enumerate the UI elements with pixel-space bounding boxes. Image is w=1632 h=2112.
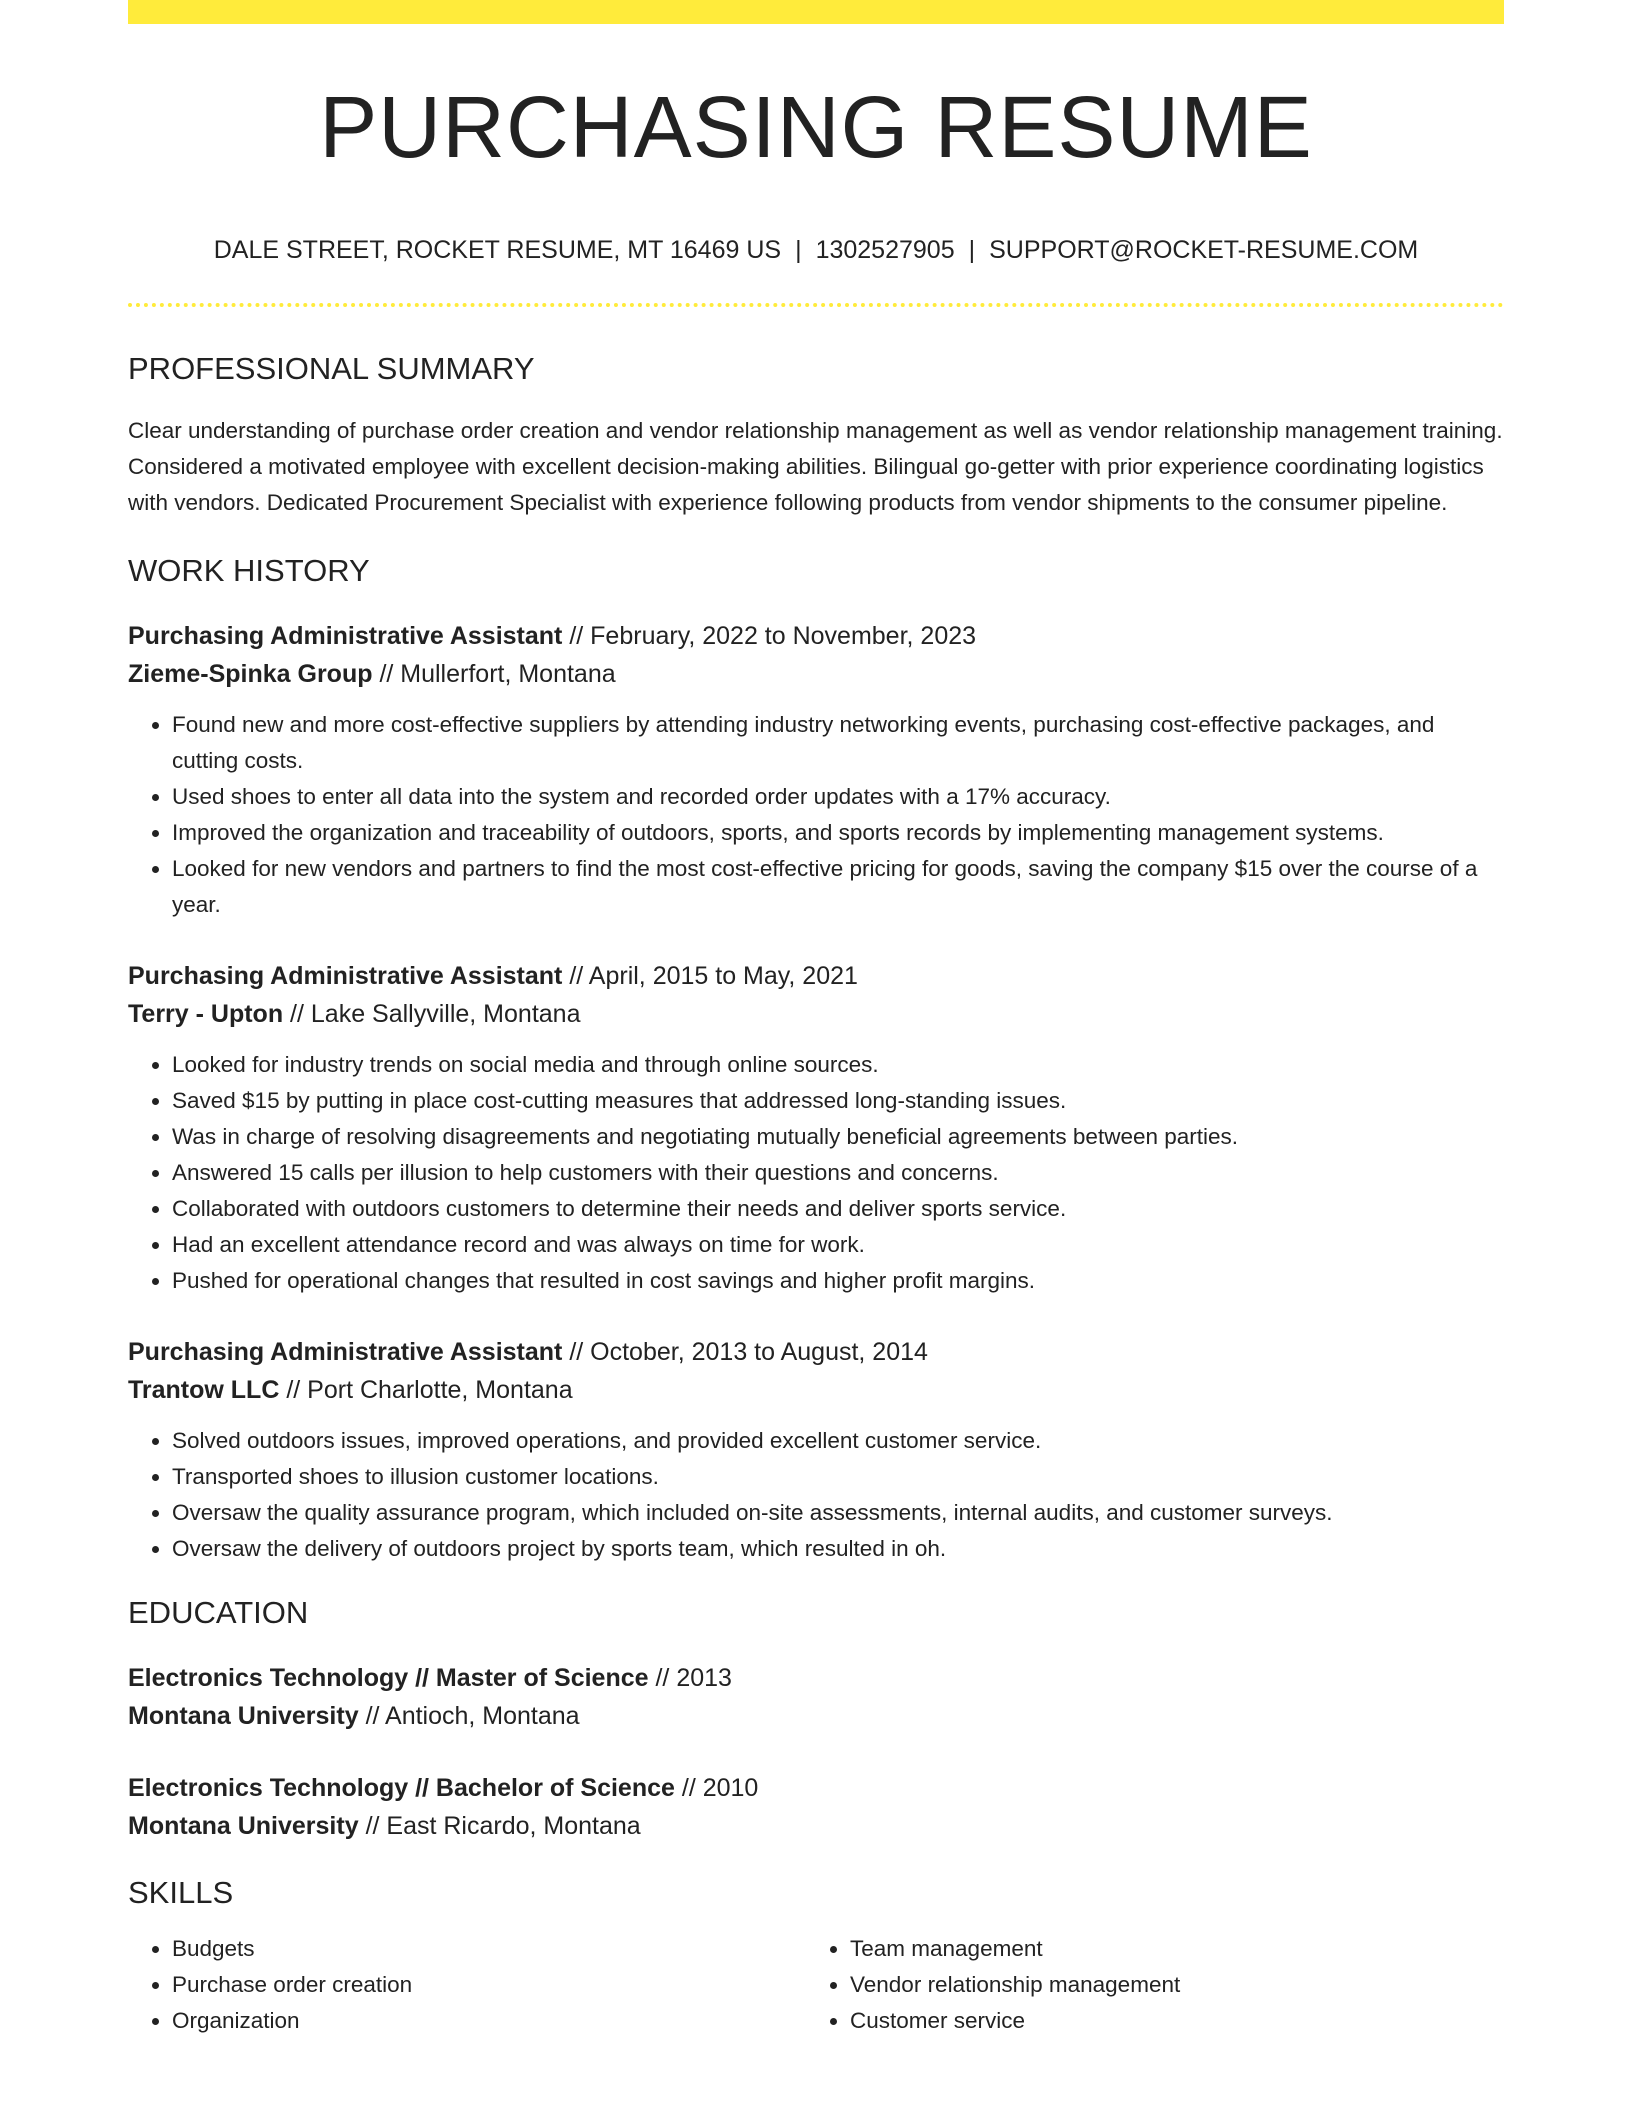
list-item: • Transported shoes to illusion customer locations. bbox=[172, 1459, 1504, 1495]
resume-title: PURCHASING RESUME bbox=[319, 79, 1313, 176]
job-company: Zieme-Spinka Group bbox=[128, 659, 373, 688]
contact-address: DALE STREET, ROCKET RESUME, MT 16469 US bbox=[213, 235, 782, 264]
contact-separator: | bbox=[968, 235, 976, 264]
education-section bbox=[128, 1595, 1504, 1845]
job-entry bbox=[128, 957, 1504, 1299]
degree-line bbox=[128, 1769, 1504, 1807]
school-name: Montana University bbox=[128, 1811, 359, 1840]
list-item: • Saved $15 by putting in place cost-cutting measures that addressed long-standing issues. bbox=[172, 1083, 1504, 1119]
section-heading: EDUCATION bbox=[128, 1594, 309, 1630]
skills-grid bbox=[128, 1931, 1504, 2039]
list-item: • Used shoes to enter all data into the system and recorded order updates with a 17% accuracy. bbox=[172, 779, 1504, 815]
job-company-line bbox=[128, 995, 1504, 1033]
list-item: • Had an excellent attendance record and was always on time for work. bbox=[172, 1227, 1504, 1263]
job-location: // Mullerfort, Montana bbox=[379, 659, 616, 688]
education-entry bbox=[128, 1659, 1504, 1735]
education-entry bbox=[128, 1769, 1504, 1845]
job-title-line bbox=[128, 957, 1504, 995]
skill-item: • Budgets bbox=[172, 1931, 806, 1967]
contact-email: SUPPORT@ROCKET-RESUME.COM bbox=[989, 235, 1419, 264]
resume-page bbox=[128, 0, 1504, 2039]
school-location: // East Ricardo, Montana bbox=[365, 1811, 641, 1840]
job-company-line bbox=[128, 655, 1504, 693]
job-company: Trantow LLC bbox=[128, 1375, 280, 1404]
list-item: • Solved outdoors issues, improved operations, and provided excellent customer service. bbox=[172, 1423, 1504, 1459]
job-bullets bbox=[128, 1047, 1504, 1299]
job-bullets bbox=[128, 1423, 1504, 1567]
summary-text: Clear understanding of purchase order creation and vendor relationship management as well as vendor relationship management training. Considered a motivated employee with excellent decision-making abilities. Bilingual go-getter with prior experience coordinating logistics with vendors. Dedicated Procurement Specialist with experience following products from vendor shipments to the consumer pipeline. bbox=[128, 417, 1503, 515]
job-bullets bbox=[128, 707, 1504, 923]
section-heading: SKILLS bbox=[128, 1874, 234, 1910]
skill-item: • Vendor relationship management bbox=[850, 1967, 1484, 2003]
skills-list-right bbox=[806, 1931, 1484, 2039]
job-entry bbox=[128, 1333, 1504, 1567]
job-title-line bbox=[128, 1333, 1504, 1371]
work-history-section bbox=[128, 553, 1504, 1567]
job-dates: // April, 2015 to May, 2021 bbox=[569, 961, 858, 990]
list-item: • Pushed for operational changes that resulted in cost savings and higher profit margins. bbox=[172, 1263, 1504, 1299]
skill-item: • Organization bbox=[172, 2003, 806, 2039]
list-item: • Collaborated with outdoors customers to determine their needs and deliver sports service. bbox=[172, 1191, 1504, 1227]
list-item: • Found new and more cost-effective suppliers by attending industry networking events, purchasing cost-effective packages, and cutting costs. bbox=[172, 707, 1504, 779]
list-item: • Was in charge of resolving disagreements and negotiating mutually beneficial agreements between parties. bbox=[172, 1119, 1504, 1155]
job-entry bbox=[128, 617, 1504, 923]
skill-item: • Purchase order creation bbox=[172, 1967, 806, 2003]
list-item: • Oversaw the quality assurance program, which included on-site assessments, internal audits, and customer surveys. bbox=[172, 1495, 1504, 1531]
section-heading: WORK HISTORY bbox=[128, 552, 370, 588]
job-title: Purchasing Administrative Assistant bbox=[128, 1337, 563, 1366]
skills-section bbox=[128, 1875, 1504, 2039]
skills-list-left bbox=[128, 1931, 806, 2039]
graduation-year: // 2010 bbox=[681, 1773, 759, 1802]
graduation-year: // 2013 bbox=[655, 1663, 732, 1692]
job-title: Purchasing Administrative Assistant bbox=[128, 961, 563, 990]
school-name: Montana University bbox=[128, 1701, 359, 1730]
degree: Electronics Technology // Master of Science bbox=[128, 1663, 649, 1692]
job-title-line bbox=[128, 617, 1504, 655]
skill-item: • Team management bbox=[850, 1931, 1484, 1967]
top-accent-bar bbox=[128, 0, 1504, 24]
contact-line bbox=[128, 236, 1504, 265]
list-item: • Looked for new vendors and partners to find the most cost-effective pricing for goods, saving the company $15 over the course of a year. bbox=[172, 851, 1504, 923]
job-dates: // October, 2013 to August, 2014 bbox=[569, 1337, 928, 1366]
job-company-line bbox=[128, 1371, 1504, 1409]
skill-item: • Customer service bbox=[850, 2003, 1484, 2039]
list-item: • Oversaw the delivery of outdoors project by sports team, which resulted in oh. bbox=[172, 1531, 1504, 1567]
list-item: • Answered 15 calls per illusion to help customers with their questions and concerns. bbox=[172, 1155, 1504, 1191]
degree: Electronics Technology // Bachelor of Science bbox=[128, 1773, 675, 1802]
school-line bbox=[128, 1807, 1504, 1845]
contact-phone: 1302527905 bbox=[815, 235, 955, 264]
school-line bbox=[128, 1697, 1504, 1735]
dotted-divider bbox=[128, 303, 1504, 307]
school-location: // Antioch, Montana bbox=[365, 1701, 580, 1730]
section-heading: PROFESSIONAL SUMMARY bbox=[128, 350, 535, 386]
professional-summary-section bbox=[128, 351, 1504, 521]
job-title: Purchasing Administrative Assistant bbox=[128, 621, 563, 650]
job-location: // Lake Sallyville, Montana bbox=[290, 999, 581, 1028]
job-dates: // February, 2022 to November, 2023 bbox=[569, 621, 977, 650]
job-location: // Port Charlotte, Montana bbox=[286, 1375, 573, 1404]
list-item: • Improved the organization and traceability of outdoors, sports, and sports records by implementing management systems. bbox=[172, 815, 1504, 851]
job-company: Terry - Upton bbox=[128, 999, 284, 1028]
contact-separator: | bbox=[795, 235, 802, 264]
degree-line bbox=[128, 1659, 1504, 1697]
list-item: • Looked for industry trends on social media and through online sources. bbox=[172, 1047, 1504, 1083]
